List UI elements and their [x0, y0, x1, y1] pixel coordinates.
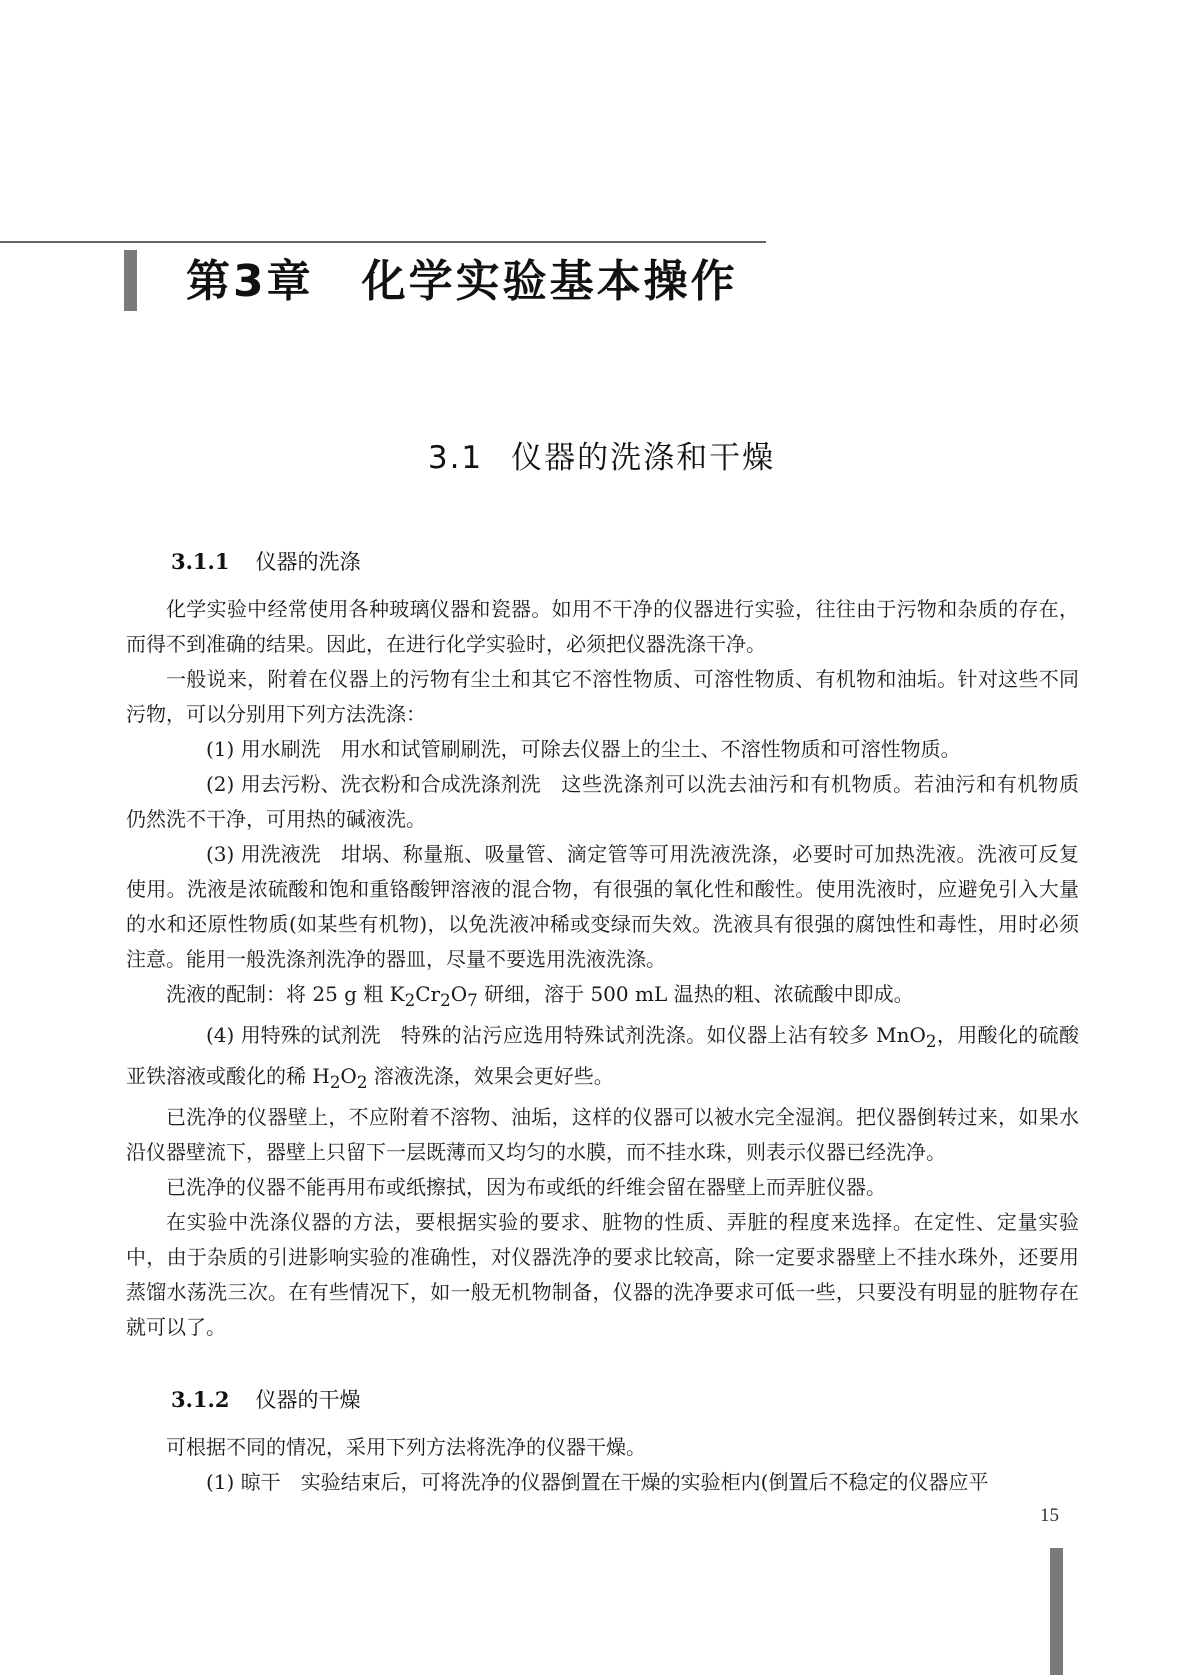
subsection-number: 3.1.2 [171, 1387, 230, 1412]
paragraph: 一般说来，附着在仪器上的污物有尘土和其它不溶性物质、可溶性物质、有机物和油垢。针对这些不同污物，可以分别用下列方法洗涤： [126, 667, 1079, 726]
paragraph: 在实验中洗涤仪器的方法，要根据实验的要求、脏物的性质、弄脏的程度来选择。在定性、定量实验中，由于杂质的引进影响实验的准确性，对仪器洗净的要求比较高，除一定要求器壁上不挂水珠外，还要用蒸馏水荡洗三次。在有些情况下，如一般无机物制备，仪器的洗净要求可低一些，只要没有明显的脏物存在就可以了。 [126, 1210, 1079, 1339]
text-run: 特殊的沾污应选用特殊试剂洗涤。如仪器上沾有较多 MnO [400, 1023, 926, 1047]
page-number: 15 [1040, 1505, 1059, 1526]
subsection-title-drying [171, 1384, 360, 1414]
subscript: 2 [356, 1073, 368, 1092]
list-item [126, 1018, 1079, 1100]
paragraph-preparation [126, 977, 1079, 1018]
subscript: 2 [329, 1073, 341, 1092]
list-item-head: (1) 晾干 [206, 1470, 281, 1494]
list-item-head: (3) 用洗液洗 [206, 842, 321, 866]
list-item-text: 用水和试管刷刷洗，可除去仪器上的尘土、不溶性物质和可溶性物质。 [340, 737, 961, 761]
list-item-head: (4) 用特殊的试剂洗 [206, 1023, 381, 1047]
top-rule [0, 241, 766, 243]
chapter-number: 第3章 [186, 256, 314, 307]
section-title [0, 432, 1203, 477]
section-number: 3.1 [427, 440, 484, 476]
text-run: ，用酸化的硫酸亚铁溶液或酸化的稀 H [126, 1023, 1080, 1088]
chapter-name: 化学实验基本操作 [361, 256, 738, 307]
subscript: 2 [440, 991, 451, 1010]
drying-body [126, 1430, 1079, 1500]
text-run: 研细，溶于 500 mL 温热的粗、浓硫酸中即成。 [477, 982, 914, 1006]
subsection-number: 3.1.1 [171, 549, 230, 574]
paragraph: 化学实验中经常使用各种玻璃仪器和瓷器。如用不干净的仪器进行实验，往往由于污物和杂质的存在，而得不到准确的结果。因此，在进行化学实验时，必须把仪器洗涤干净。 [126, 597, 1079, 656]
list-item-head: (1) 用水刷洗 [206, 737, 321, 761]
page-side-tab [1050, 1548, 1063, 1675]
subsection-name: 仪器的洗涤 [255, 550, 361, 574]
paragraph: 已洗净的仪器壁上，不应附着不溶物、油垢，这样的仪器可以被水完全湿润。把仪器倒转过来，如果水沿仪器壁流下，器壁上只留下一层既薄而又均匀的水膜，而不挂水珠，则表示仪器已经洗净。 [126, 1105, 1079, 1164]
paragraph: 可根据不同的情况，采用下列方法将洗净的仪器干燥。 [166, 1435, 646, 1459]
subscript: 7 [467, 991, 478, 1010]
list-item [126, 767, 1079, 837]
text-run: O [340, 1064, 357, 1088]
subscript: 2 [404, 991, 416, 1010]
subscript: 2 [925, 1032, 937, 1051]
section-name: 仪器的洗涤和干燥 [511, 440, 776, 476]
list-item [126, 1465, 1079, 1500]
list-item [126, 837, 1079, 977]
text-run: Cr [415, 982, 441, 1006]
paragraph: 已洗净的仪器不能再用布或纸擦拭，因为布或纸的纤维会留在器壁上而弄脏仪器。 [166, 1175, 886, 1199]
list-item-text: 实验结束后，可将洗净的仪器倒置在干燥的实验柜内(倒置后不稳定的仪器应平 [300, 1470, 989, 1494]
chapter-side-bar [124, 250, 137, 311]
washing-body [126, 592, 1079, 1345]
list-item-head: (2) 用去污粉、洗衣粉和合成洗涤剂洗 [206, 772, 541, 796]
text-run: O [450, 982, 468, 1006]
chapter-title [186, 252, 738, 312]
subsection-name: 仪器的干燥 [255, 1388, 361, 1412]
list-item-text: 这些洗涤剂可以洗去油污和有机物质。若油污和有机物质仍然洗不干净，可用热的碱液洗。 [126, 772, 1079, 831]
text-run: 洗液的配制：将 25 g 粗 K [166, 982, 405, 1006]
list-item-text: 坩埚、称量瓶、吸量管、滴定管等可用洗液洗涤，必要时可加热洗液。洗液可反复使用。洗液是浓硫酸和饱和重铬酸钾溶液的混合物，有很强的氧化性和酸性。使用洗液时，应避免引入大量的水和还原性物质(如某些有机物)，以免洗液冲稀或变绿而失效。洗液具有很强的腐蚀性和毒性，用时必须注意。能用一般洗涤剂洗净的器皿，尽量不要选用洗液洗涤。 [126, 842, 1079, 971]
list-item [126, 732, 1079, 767]
subsection-title-washing [171, 546, 360, 576]
text-run: 溶液洗涤，效果会更好些。 [367, 1064, 614, 1088]
